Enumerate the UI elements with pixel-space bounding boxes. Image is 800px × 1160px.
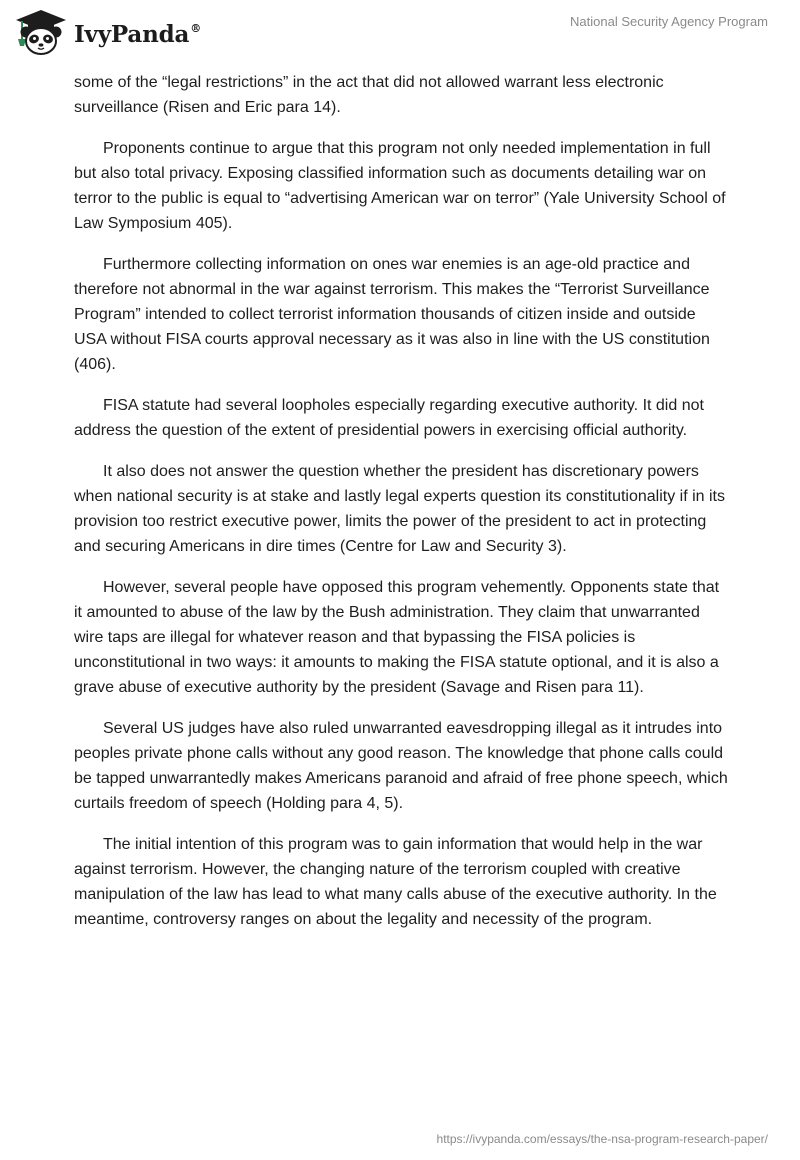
paragraph: The initial intention of this program was to gain information that would help in the war against terrorism. However, the changing nature of the terrorism coupled with creative manipulation of the law has lead to what many calls abuse of the executive authority. In the meantime, controversy ranges on about the legality and necessity of the program.	[74, 836, 717, 928]
panda-graduate-icon	[14, 8, 68, 58]
paragraph: FISA statute had several loopholes especially regarding executive authority. It did not address the question of the extent of presidential powers in exercising official authority.	[74, 397, 704, 439]
ivypanda-logo[interactable]	[14, 8, 201, 58]
registered-mark: ®	[190, 21, 201, 35]
document-title: National Security Agency Program	[570, 14, 768, 29]
paragraph-continued: some of the “legal restrictions” in the act that did not allowed warrant less electronic surveillance (Risen and Eric para 14).	[74, 74, 664, 116]
paragraph: It also does not answer the question whether the president has discretionary powers when national security is at stake and lastly legal experts question its constitutionality if in its provision too restrict executive power, limits the power of the president to act in protecting and securing Americans in dire times (Centre for Law and Security 3).	[74, 463, 725, 555]
essay-body	[74, 70, 728, 948]
source-url-link[interactable]: https://ivypanda.com/essays/the-nsa-program-research-paper/	[436, 1132, 768, 1146]
page-header	[0, 0, 800, 70]
paragraph: However, several people have opposed this program vehemently. Opponents state that it amounted to abuse of the law by the Bush administration. They claim that unwarranted wire taps are illegal for whatever reason and that bypassing the FISA policies is unconstitutional in two ways: it amounts to making the FISA statute optional, and it is also a grave abuse of executive authority by the president (Savage and Risen para 11).	[74, 579, 720, 696]
paragraph: Proponents continue to argue that this program not only needed implementation in full but also total privacy. Exposing classified information such as documents detailing war on terror to the public is equal to “advertising American war on terror” (Yale University School of Law Symposium 405).	[74, 140, 726, 232]
brand-name: IvyPanda®	[74, 20, 201, 48]
paragraph: Several US judges have also ruled unwarranted eavesdropping illegal as it intrudes into peoples private phone calls without any good reason. The knowledge that phone calls could be tapped unwarrantedly makes Americans paranoid and afraid of free phone speech, which curtails freedom of speech (Holding para 4, 5).	[74, 720, 728, 812]
paragraph: Furthermore collecting information on ones war enemies is an age-old practice and therefore not abnormal in the war against terrorism. This makes the “Terrorist Surveillance Program” intended to collect terrorist information thousands of citizen inside and outside USA without FISA courts approval necessary as it was also in line with the US constitution (406).	[74, 256, 710, 373]
